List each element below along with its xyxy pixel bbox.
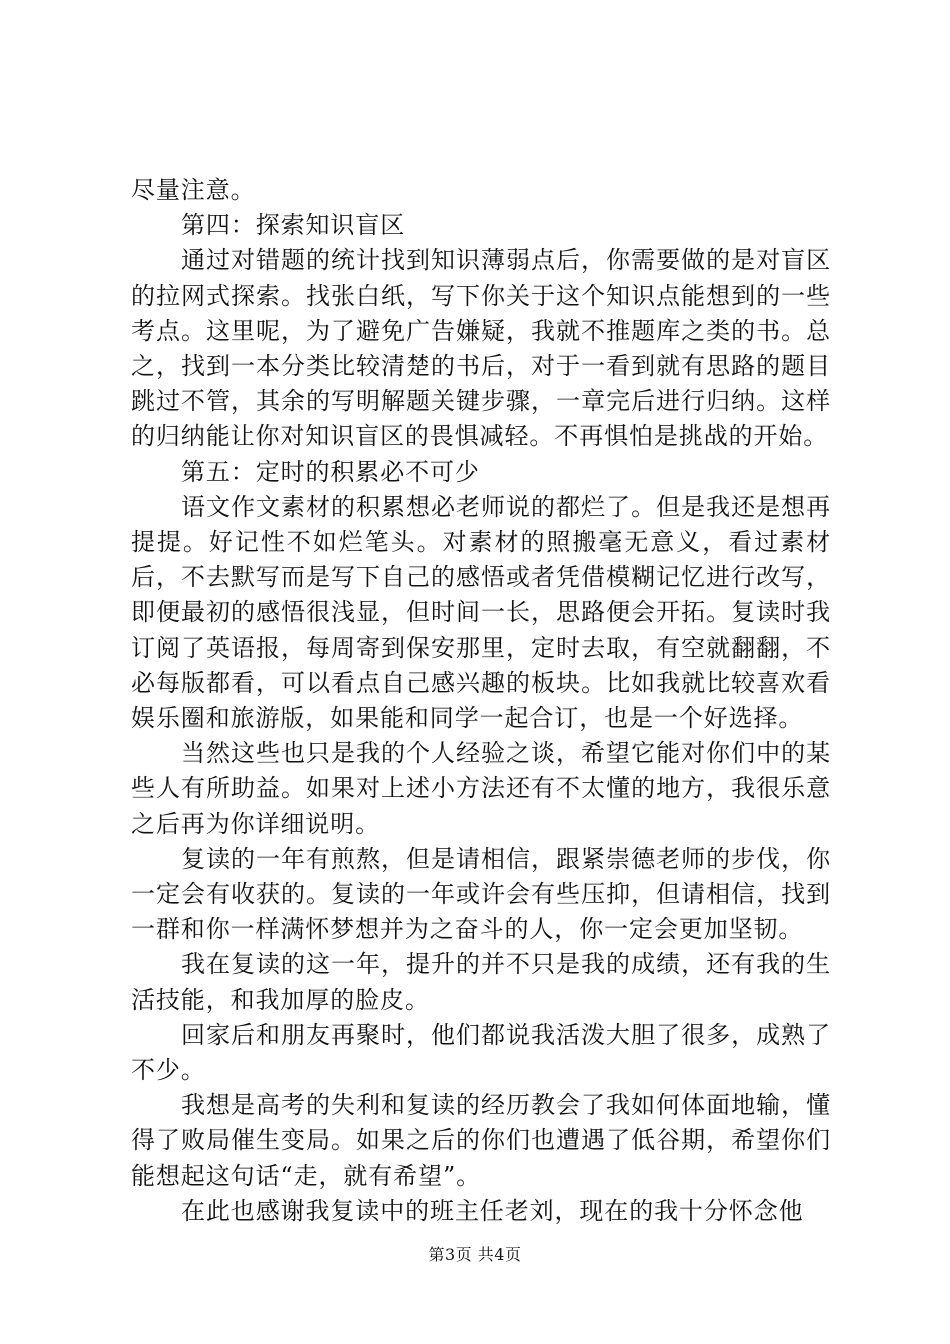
paragraph: 当然这些也只是我的个人经验之谈，希望它能对你们中的某些人有所助益。如果对上述小方法还有不太懂的地方，我很乐意之后再为你详细说明。 [131,739,831,838]
page-footer: 第3页 共4页 [428,1245,522,1264]
paragraph: 语文作文素材的积累想必老师说的都烂了。但是我还是想再提提。好记性不如烂笔头。对素材的照搬毫无意义，看过素材后，不去默写而是写下自己的感悟或者凭借模糊记忆进行改写，即便最初的感悟很浅显，但时间一长，思路便会开拓。复读时我订阅了英语报，每周寄到保安那里，定时去取，有空就翻翻，不必每版都看，可以看点自己感兴趣的板块。比如我就比较喜欢看娱乐圈和旅游版，如果能和同学一起合订，也是一个好选择。 [131,492,831,733]
paragraph: 回家后和朋友再聚时，他们都说我活泼大胆了很多，成熟了不少。 [131,1020,831,1085]
document-body [131,173,831,1229]
paragraph: 我想是高考的失利和复读的经历教会了我如何体面地输，懂得了败局催生变局。如果之后的你们也遭遇了低谷期，希望你们能想起这句话“走，就有希望”。 [131,1091,831,1190]
paragraph: 通过对错题的统计找到知识薄弱点后，你需要做的是对盲区的拉网式探索。找张白纸，写下你关于这个知识点能想到的一些考点。这里呢，为了避免广告嫌疑，我就不推题库之类的书。总之，找到一本分类比较清楚的书后，对于一看到就有思路的题目跳过不管，其余的写明解题关键步骤，一章完后进行归纳。这样的归纳能让你对知识盲区的畏惧减轻。不再惧怕是挑战的开始。 [131,246,831,451]
paragraph: 我在复读的这一年，提升的并不只是我的成绩，还有我的生活技能，和我加厚的脸皮。 [131,950,831,1014]
section-heading-5: 第五：定时的积累必不可少 [181,457,480,486]
paragraph-continuation: 尽量注意。 [131,176,256,204]
paragraph: 复读的一年有煎熬，但是请相信，跟紧崇德老师的步伐，你一定会有收获的。复读的一年或许会有些压抑，但请相信，找到一群和你一样满怀梦想并为之奋斗的人，你一定会更加坚韧。 [131,844,831,944]
section-heading-4: 第四：探索知识盲区 [181,211,406,240]
paragraph: 在此也感谢我复读中的班主任老刘，现在的我十分怀念他 [181,1196,804,1225]
